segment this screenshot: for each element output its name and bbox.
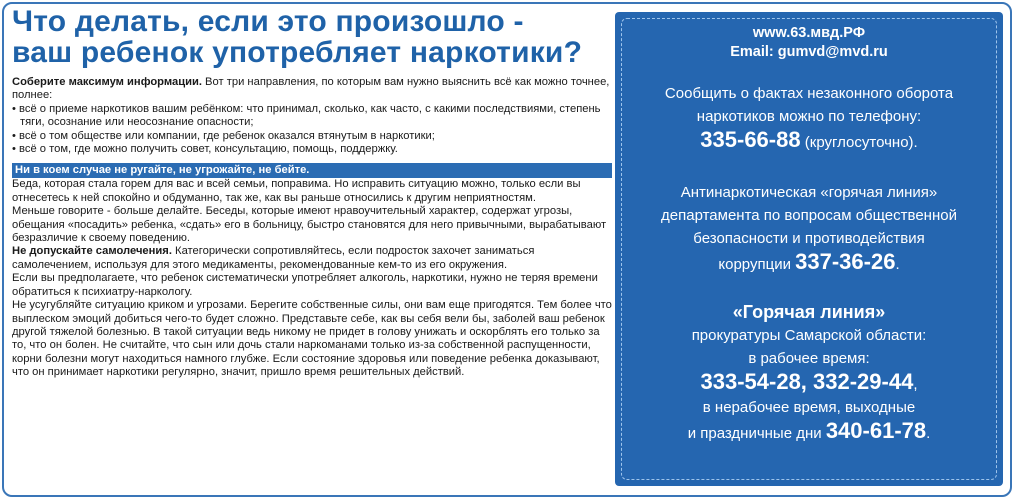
contacts-panel [615, 12, 1003, 486]
hotline-line-3: безопасности и противодействия [693, 230, 925, 247]
page-title [12, 6, 612, 68]
hotline-dot: . [895, 256, 900, 273]
prosecutor-phones[interactable]: 333-54-28, 332-29-44 [700, 369, 914, 394]
prosecutor-title: «Горячая линия» [732, 302, 886, 322]
paragraph-3 [12, 245, 612, 272]
email-link[interactable]: Email: gumvd@mvd.ru [730, 44, 888, 60]
bullet-item: • всё о приеме наркотиков вашим ребёнком: что принимал, сколько, как часто, с какими последствиями, степень тяги, осознание или неосознание опасности; [12, 103, 612, 130]
paragraph-2: Меньше говорите - больше делайте. Беседы, которые имеют нравоучительный характер, содержат угрозы, обещания «посадить» ребенка, «сдать» его в больницу, быстро становятся для него привычными, вырабатывают безразличие к своему поведению. [12, 205, 607, 245]
paragraph-3-lead: Не допускайте самолечения. [12, 245, 172, 258]
bullet-item: • всё о том, где можно получить совет, консультацию, помощь, поддержку. [12, 143, 612, 156]
title-line-1: Что делать, если это произошло - [12, 5, 524, 38]
report-phone[interactable]: 335-66-88 [700, 127, 801, 152]
paragraph-5: Не усугубляйте ситуацию криком и угрозами. Берегите собственные силы, они вам еще пригодятся. Тем более что выплеском эмоций добиться чего-то будет сложно. Представьте себе, как вы себя вели бы, заболей ваш ребенок другой тяжелой болезнью. В такой ситуации ведь никому не придет в голову унижать и оскорблять его только за то, что он болен. Не считайте, что сын или дочь стали наркоманами только из-за собственной распущенности, корни болезни могут находиться намного глубже. Если состояние здоровья или поведение ребенка доказывают, что он принимает наркотики регулярно, значит, пришло время решительных действий. [12, 299, 612, 379]
prosecutor-line-4: и праздничные дни [687, 425, 826, 442]
intro-paragraph [12, 76, 612, 103]
hotline-line-1: Антинаркотическая «горячая линия» [680, 184, 938, 201]
hotline-line-4: коррупции [718, 256, 796, 273]
prosecutor-block [615, 301, 1003, 445]
intro-text: Вот три направления, по которым вам нужно выяснить всё как можно точнее, полнее: [12, 76, 610, 102]
report-line-2: наркотиков можно по телефону: [696, 108, 922, 125]
intro-bullet-list [12, 103, 612, 157]
hotline-block [615, 181, 1003, 276]
intro-lead: Соберите максимум информации. [12, 76, 202, 88]
prosecutor-line-1: прокуратуры Самарской области: [691, 327, 927, 344]
hotline-line-2: департамента по вопросам общественной [661, 207, 957, 224]
paragraph-4: Если вы предполагаете, что ребенок систематически употребляет алкоголь, наркотики, нужно не теряя времени обратиться к психиатру-наркологу. [12, 272, 598, 298]
paragraph-3-text: Категорически сопротивляйтесь, если подросток захочет заниматься самолечением, используя для этого медикаменты, рекомендованные кем-то из его окружения. [12, 245, 535, 271]
report-block [615, 82, 1003, 154]
bullet-item: • всё о том обществе или компании, где ребенок оказался втянутым в наркотики; [12, 130, 612, 143]
warning-banner: Ни в коем случае не ругайте, не угрожайте, не бейте. [12, 163, 612, 178]
prosecutor-comma: , [913, 376, 918, 393]
left-column [12, 6, 612, 380]
title-line-2: ваш ребенок употребляет наркотики? [12, 36, 583, 69]
hotline-phone[interactable]: 337-36-26 [795, 249, 896, 274]
prosecutor-dot: . [926, 425, 931, 442]
website-link[interactable]: www.63.мвд.РФ [752, 25, 866, 41]
report-note: (круглосуточно). [800, 134, 918, 151]
prosecutor-line-3: в нерабочее время, выходные [702, 399, 916, 416]
prosecutor-phone-2[interactable]: 340-61-78 [825, 418, 927, 443]
prosecutor-line-2: в рабочее время: [748, 350, 870, 367]
paragraph-1: Беда, которая стала горем для вас и всей семьи, поправима. Но исправить ситуацию можно, только если вы отнесетесь к ней спокойно и обдуманно, так же, как вы раньше относились к другим неприятностям. [12, 178, 581, 204]
report-line-1: Сообщить о фактах незаконного оборота [664, 85, 954, 102]
